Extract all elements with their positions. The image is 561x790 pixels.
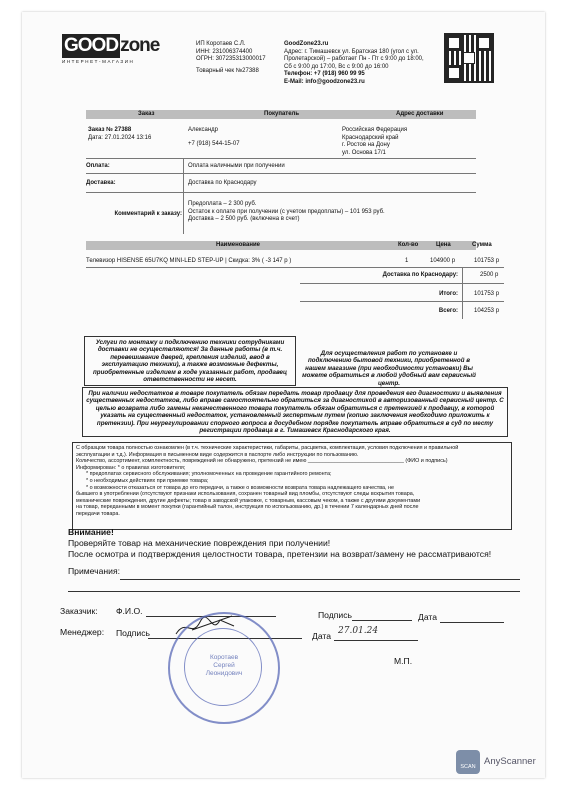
order-number: Заказ № 27388 Дата: 27.01.2024 13:16	[88, 127, 152, 141]
delivery-cost-label: Доставка по Краснодару:	[382, 272, 458, 278]
seal-stamp	[168, 612, 280, 724]
item-price: 104900 р	[430, 258, 456, 264]
stamp-text: Коротаев Сергей Леонидович	[205, 654, 243, 677]
subtotal-value: 101753 р	[474, 291, 500, 297]
attention-block: Внимание! Проверяйте товар на механические повреждения при получении! После осмотра и подтверждения целостности товара, претензии на возврат/замену не рассматриваются! Примечания:	[68, 527, 492, 576]
customer-sign-label: Подпись	[318, 610, 353, 620]
delivery-address: Российская Федерация Краснодарский край г. Ростов на Дону ул. Основа 17/1	[342, 127, 408, 156]
subtotal-label: Итого:	[439, 291, 458, 297]
delivery-label: Доставка:	[86, 180, 116, 186]
payment-value: Оплата наличными при получении	[188, 163, 285, 169]
grand-total-label: Всего:	[438, 308, 458, 314]
service-note: Для осуществления работ по установке и подключению бытовой техники, приобретенной в нашем магазине (при необходимости установки) Вы можете обратиться в любой удобный вам сервисный центр.	[302, 350, 476, 387]
customer-date-label: Дата	[418, 612, 438, 622]
manager-sign-label: Подпись	[116, 628, 151, 638]
manager-date-label: Дата	[312, 631, 332, 641]
delivery-cost-value: 2500 р	[480, 272, 499, 278]
order-comment: Предоплата – 2 300 руб. Остаток к оплате при получении (с учетом предоплаты) – 101 953 руб. Доставка – 2 500 руб. (включена в счет)	[188, 201, 385, 222]
scanner-watermark	[456, 750, 554, 776]
delivery-value: Доставка по Краснодару	[188, 180, 257, 186]
customer-label: Заказчик:	[60, 606, 98, 616]
receipt-number: Товарный чек №27388	[196, 67, 259, 74]
qr-code	[444, 33, 494, 83]
manager-date-handwritten: 27.01.24	[338, 626, 379, 636]
order-header: Заказ Покупатель Адрес доставки	[86, 110, 476, 119]
shop-info: GoodZone23.ru Адрес: г. Тимашевск ул. Братская 180 (угол с ул. Пролетарской) – работает Пн - Пт с 9:00 до 18:00, Сб с 9:00 до 17:00, Вс с 9:00 до 16:00 Телефон: +7 (918) 960 99 95 E-Mail: info@goodzone23.ru	[284, 41, 424, 85]
item-name: Телевизор HISENSE 65U7KQ MINI-LED STEP-UP | Скидка: 3% ( -3 147 р )	[86, 258, 292, 264]
comment-label: Комментарий к заказу:	[114, 211, 182, 217]
installation-note: Услуги по монтажу и подключению техники сотрудниками доставки не осуществляются! За данные работы (в т.ч. перевешивание дверей, крепления изделий, ввод в эксплуатацию техники), а также возможные дефекты, приобретенные изделием в ходе указанных работ, продавец ответственности не несет.	[84, 336, 296, 386]
customer-fio-label: Ф.И.О.	[116, 606, 143, 616]
scanner-name: AnyScanner	[484, 756, 536, 767]
goodzone-logo: GOOD zone ИНТЕРНЕТ-МАГАЗИН	[62, 35, 160, 64]
defects-note: При наличии недостатков в товаре покупатель обязан передать товар продавцу для проведения его диагностики и выявления существенных недостатков, либо вправе самостоятельно обратиться за диагностикой в авторизованный сервисный центр. С целью возврата либо замены некачественного товара покупатель обязан обратиться с претензией к продавцу, в которой указать на существенный недостаток, установленный экспертным путем (копию заключения необходимо приложить к претензии). При неурегулировании спорного вопроса в досудебном порядке покупатель вправе обратиться в суд по месту регистрации продавца в г. Тимашевск Краснодарского края.	[82, 387, 508, 437]
buyer: Александр +7 (918) 544-15-07	[188, 127, 240, 147]
manager-label: Менеджер:	[60, 627, 105, 637]
item-qty: 1	[405, 258, 409, 264]
grand-total-value: 104253 р	[474, 308, 500, 314]
items-header: Наименование Кол-во Цена Сумма	[86, 241, 476, 250]
seller-info: ИП Коротаев С.Л. ИНН: 231006374400 ОГРН: 307235313000017 Товарный чек №27388	[196, 41, 266, 74]
scanner-logo-icon: SCAN	[456, 750, 480, 774]
consent-box: С образцом товара полностью ознакомлен (в т.ч. технические характеристики, габариты, расцветка, комплектация, условия подключения и правильной эксплуатации и т.д.). Информация в письменном виде содержится в паспорте либо инструкции по пользованию. Количество, ассортимент, комплектность, повреждений не обнаружено, претензий не имею ________________________________ (ФИО и подпись) Информирован: * о правилах изготовителя; * предоплатах сервисного обслуживания; уполномоченных на проведение гарантийного ремонта; * о необходимых действиях при приемке товара; * о возможности отказаться от товара до его передачи, а также о возможности возврата товара надлежащего качества, не бывшего в употреблении (отсутствуют признаки использования, сохранен товарный вид пломбы, отсутствуют следы вскрытия товара, механические повреждения, другие дефекты; товар в заводской упаковке, с товарным, кассовым чеком, а также с другими документами на товар, переданными в момент покупки (гарантийный талон, инструкция по использованию, др.) в течении 7 календарных дней после передачи товара.	[72, 442, 512, 530]
notes-label: Примечания:	[68, 566, 121, 576]
item-sum: 101753 р	[474, 258, 500, 264]
payment-label: Оплата:	[86, 163, 110, 169]
stamp-place-label: М.П.	[394, 656, 413, 666]
